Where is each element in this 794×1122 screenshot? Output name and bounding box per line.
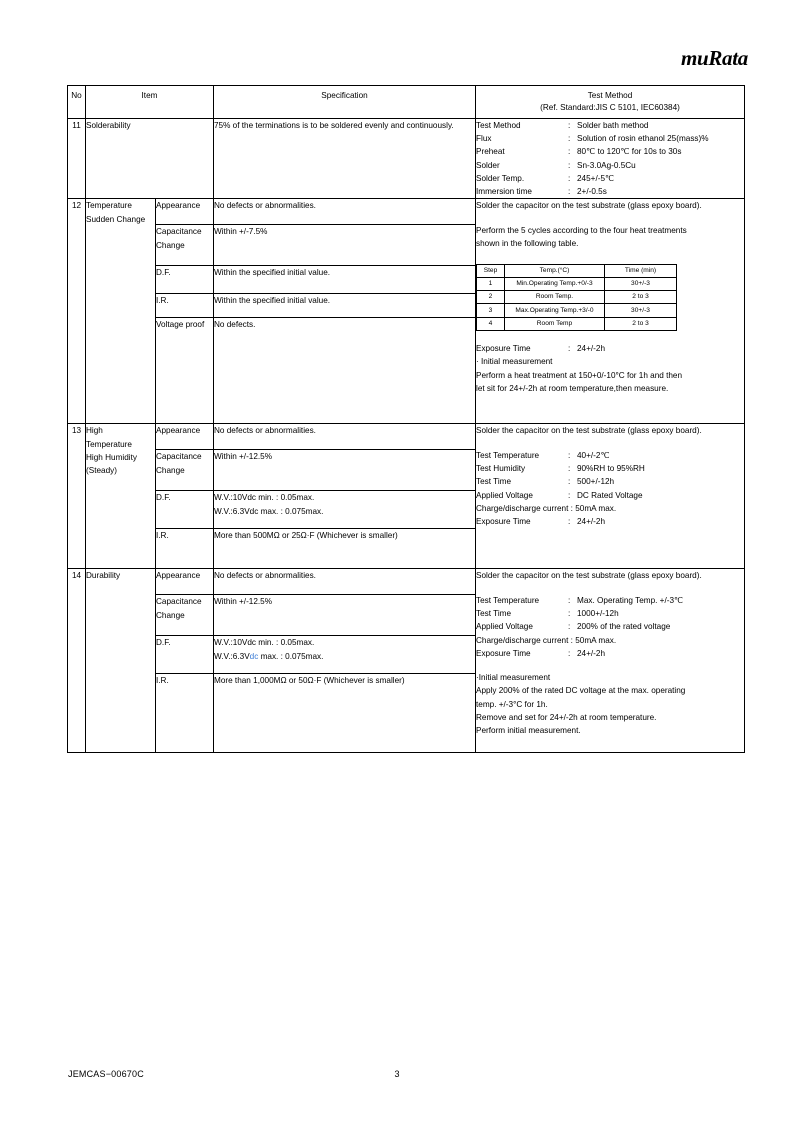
specification-value: No defects or abnormalities.: [214, 569, 475, 595]
test-method-line: Solder Temp. : 245+/-5℃: [476, 173, 615, 183]
specification-value: Within +/-12.5%: [214, 595, 475, 636]
row-test-method: [476, 424, 745, 569]
row-test-method: [476, 199, 745, 424]
test-tail-line: Apply 200% of the rated DC voltage at the max. operating: [476, 686, 686, 696]
test-method-line: Exposure Time : 24+/-2h: [476, 344, 605, 353]
subitem-grid: [156, 199, 213, 423]
test-method-line: Applied Voltage : 200% of the rated voltage: [476, 622, 671, 632]
document-number: JEMCAS−00670C: [68, 1069, 144, 1079]
specification-value: W.V.:10Vdc min. : 0.05max. W.V.:6.3Vdc max. : 0.075max.: [214, 636, 475, 674]
test-method-line: Test Temperature : 40+/-2℃: [476, 450, 610, 460]
heat-treatment-table-wrap: [476, 249, 744, 331]
test-para-line: shown in the following table.: [476, 239, 579, 249]
specification-grid: [214, 569, 475, 752]
subitem-label: Capacitance Change: [156, 225, 213, 266]
specification-value: W.V.:10Vdc min. : 0.05max. W.V.:6.3Vdc max. : 0.075max.: [214, 491, 475, 529]
steps-header-time: Time (min): [605, 264, 677, 277]
row-number: 12: [68, 199, 86, 424]
steps-row: [477, 291, 677, 304]
specification-value: More than 1,000MΩ or 50Ω·F (Whichever is smaller): [214, 676, 405, 686]
test-tail-line: Remove and set for 24+/-2h at room temperature.: [476, 713, 657, 722]
row-item-name: High Temperature High Humidity (Steady): [86, 424, 156, 569]
test-intro: Solder the capacitor on the test substrate (glass epoxy board).: [476, 426, 702, 436]
test-method-line: Preheat : 80℃ to 120℃ for 10s to 30s: [476, 147, 682, 157]
row-test-method: [476, 118, 745, 199]
row-number: 13: [68, 424, 86, 569]
steps-cell-step: 1: [477, 277, 505, 290]
steps-cell-time: 2 to 3: [605, 317, 677, 330]
specification-value-mixed: W.V.:6.3Vdc max. : 0.075max.: [214, 651, 324, 661]
test-method-line: Charge/discharge current : 50mA max.: [476, 635, 617, 645]
heat-treatment-table: [476, 264, 677, 331]
test-tail-line: Perform initial measurement.: [476, 726, 581, 736]
subitem-label: D.F.: [156, 491, 213, 529]
specification-grid: [214, 199, 475, 423]
table-row: [68, 424, 745, 569]
steps-header-temp: Temp.(°C): [505, 264, 605, 277]
murata-logo: muRata: [680, 46, 748, 70]
row-test-method: [476, 569, 745, 753]
subitem-label: Capacitance Change: [156, 450, 213, 491]
steps-header-step: Step: [477, 264, 505, 277]
subitem-label: D.F.: [156, 266, 213, 294]
test-method-line: Test Humidity : 90%RH to 95%RH: [476, 464, 645, 474]
row-item-name: Solderability: [86, 118, 214, 199]
test-tail-line: let sit for 24+/-2h at room temperature,then measure.: [476, 383, 669, 393]
subitem-label: Voltage proof: [156, 320, 205, 330]
table-row: [68, 569, 745, 753]
test-method-line: Test Time : 1000+/-12h: [476, 609, 619, 619]
steps-cell-temp: Max.Operating Temp.+3/-0: [505, 304, 605, 317]
test-method-line: Test Temperature : Max. Operating Temp. +/-3℃: [476, 595, 684, 605]
test-method-line: Solder : Sn-3.0Ag-0.5Cu: [476, 160, 636, 170]
subitem-grid: [156, 569, 213, 752]
specification-value: More than 500MΩ or 25Ω·F (Whichever is smaller): [214, 531, 398, 541]
subitem-label: Appearance: [156, 199, 213, 225]
test-method-line: Applied Voltage : DC Rated Voltage: [476, 490, 643, 500]
test-tail-line: · Initial measurement: [476, 357, 553, 367]
table-row: [68, 199, 745, 424]
steps-cell-step: 4: [477, 317, 505, 330]
test-tail-line: temp. +/-3°C for 1h.: [476, 699, 548, 709]
specification-value: Within +/-12.5%: [214, 450, 475, 491]
row-item-name: Durability: [86, 569, 156, 753]
specification-value: No defects or abnormalities.: [214, 424, 475, 450]
test-tail-line: ·Initial measurement: [476, 673, 551, 683]
specification-table: [67, 85, 745, 753]
subitem-label: Capacitance Change: [156, 595, 213, 636]
specification-value: Within the specified initial value.: [214, 266, 475, 294]
page-number: 3: [394, 1069, 400, 1079]
steps-row: [477, 277, 677, 290]
header-test-method: [476, 86, 745, 119]
test-method-line: Exposure Time : 24+/-2h: [476, 648, 605, 658]
subitem-label: I.R.: [156, 294, 213, 318]
specification-value: No defects.: [214, 320, 256, 330]
subitem-grid: [156, 424, 213, 568]
subitem-label: I.R.: [156, 531, 169, 541]
row-number: 14: [68, 569, 86, 753]
steps-cell-temp: Room Temp.: [505, 291, 605, 304]
row-specification-column: [214, 424, 476, 569]
header-item: Item: [86, 86, 214, 119]
header-test-method-line1: Test Method: [587, 91, 633, 100]
row-specification: 75% of the terminations is to be soldered evenly and continuously.: [214, 118, 476, 199]
subitem-label: D.F.: [156, 636, 213, 674]
test-method-line: Flux : Solution of rosin ethanol 25(mass)%: [476, 134, 709, 144]
row-subitem-column: [156, 424, 214, 569]
specification-value: Within the specified initial value.: [214, 294, 475, 318]
test-tail-line: Perform a heat treatment at 150+0/-10°C for 1h and then: [476, 370, 683, 380]
row-subitem-column: [156, 569, 214, 753]
steps-cell-temp: Min.Operating Temp.+0/-3: [505, 277, 605, 290]
subitem-label: Appearance: [156, 424, 213, 450]
subitem-label: Appearance: [156, 569, 213, 595]
table-header-row: [68, 86, 745, 119]
steps-cell-time: 30+/-3: [605, 277, 677, 290]
test-method-line: Test Time : 500+/-12h: [476, 477, 615, 487]
steps-cell-step: 2: [477, 291, 505, 304]
steps-header-row: [477, 264, 677, 277]
specification-value: Within +/-7.5%: [214, 225, 475, 266]
steps-cell-time: 30+/-3: [605, 304, 677, 317]
test-method-line: Exposure Time : 24+/-2h: [476, 517, 605, 527]
row-item-name: Temperature Sudden Change: [86, 199, 156, 424]
header-no: No: [68, 86, 86, 119]
row-specification-column: [214, 199, 476, 424]
specification-table-container: [67, 85, 744, 753]
steps-cell-step: 3: [477, 304, 505, 317]
page-footer: [0, 1069, 794, 1087]
steps-row: [477, 317, 677, 330]
header-test-method-line2: (Ref. Standard:JIS C 5101, IEC60384): [540, 102, 680, 112]
test-intro: Solder the capacitor on the test substrate (glass epoxy board).: [476, 201, 702, 211]
specification-grid: [214, 424, 475, 568]
steps-row: [477, 304, 677, 317]
row-specification-column: [214, 569, 476, 753]
test-method-line: Immersion time : 2+/-0.5s: [476, 187, 607, 197]
row-subitem-column: [156, 199, 214, 424]
header-specification: Specification: [214, 86, 476, 119]
highlighted-dc-text: dc: [249, 651, 259, 661]
row-number: 11: [68, 118, 86, 199]
specification-value: No defects or abnormalities.: [214, 199, 475, 225]
test-method-line: Charge/discharge current : 50mA max.: [476, 503, 617, 513]
table-row: [68, 118, 745, 199]
test-intro: Solder the capacitor on the test substrate (glass epoxy board).: [476, 571, 702, 581]
steps-cell-time: 2 to 3: [605, 291, 677, 304]
subitem-label: I.R.: [156, 676, 169, 686]
steps-cell-temp: Room Temp: [505, 317, 605, 330]
test-para-line: Perform the 5 cycles according to the four heat treatments: [476, 225, 687, 235]
test-method-deflist: [476, 119, 744, 199]
test-method-line: Test Method : Solder bath method: [476, 120, 649, 130]
